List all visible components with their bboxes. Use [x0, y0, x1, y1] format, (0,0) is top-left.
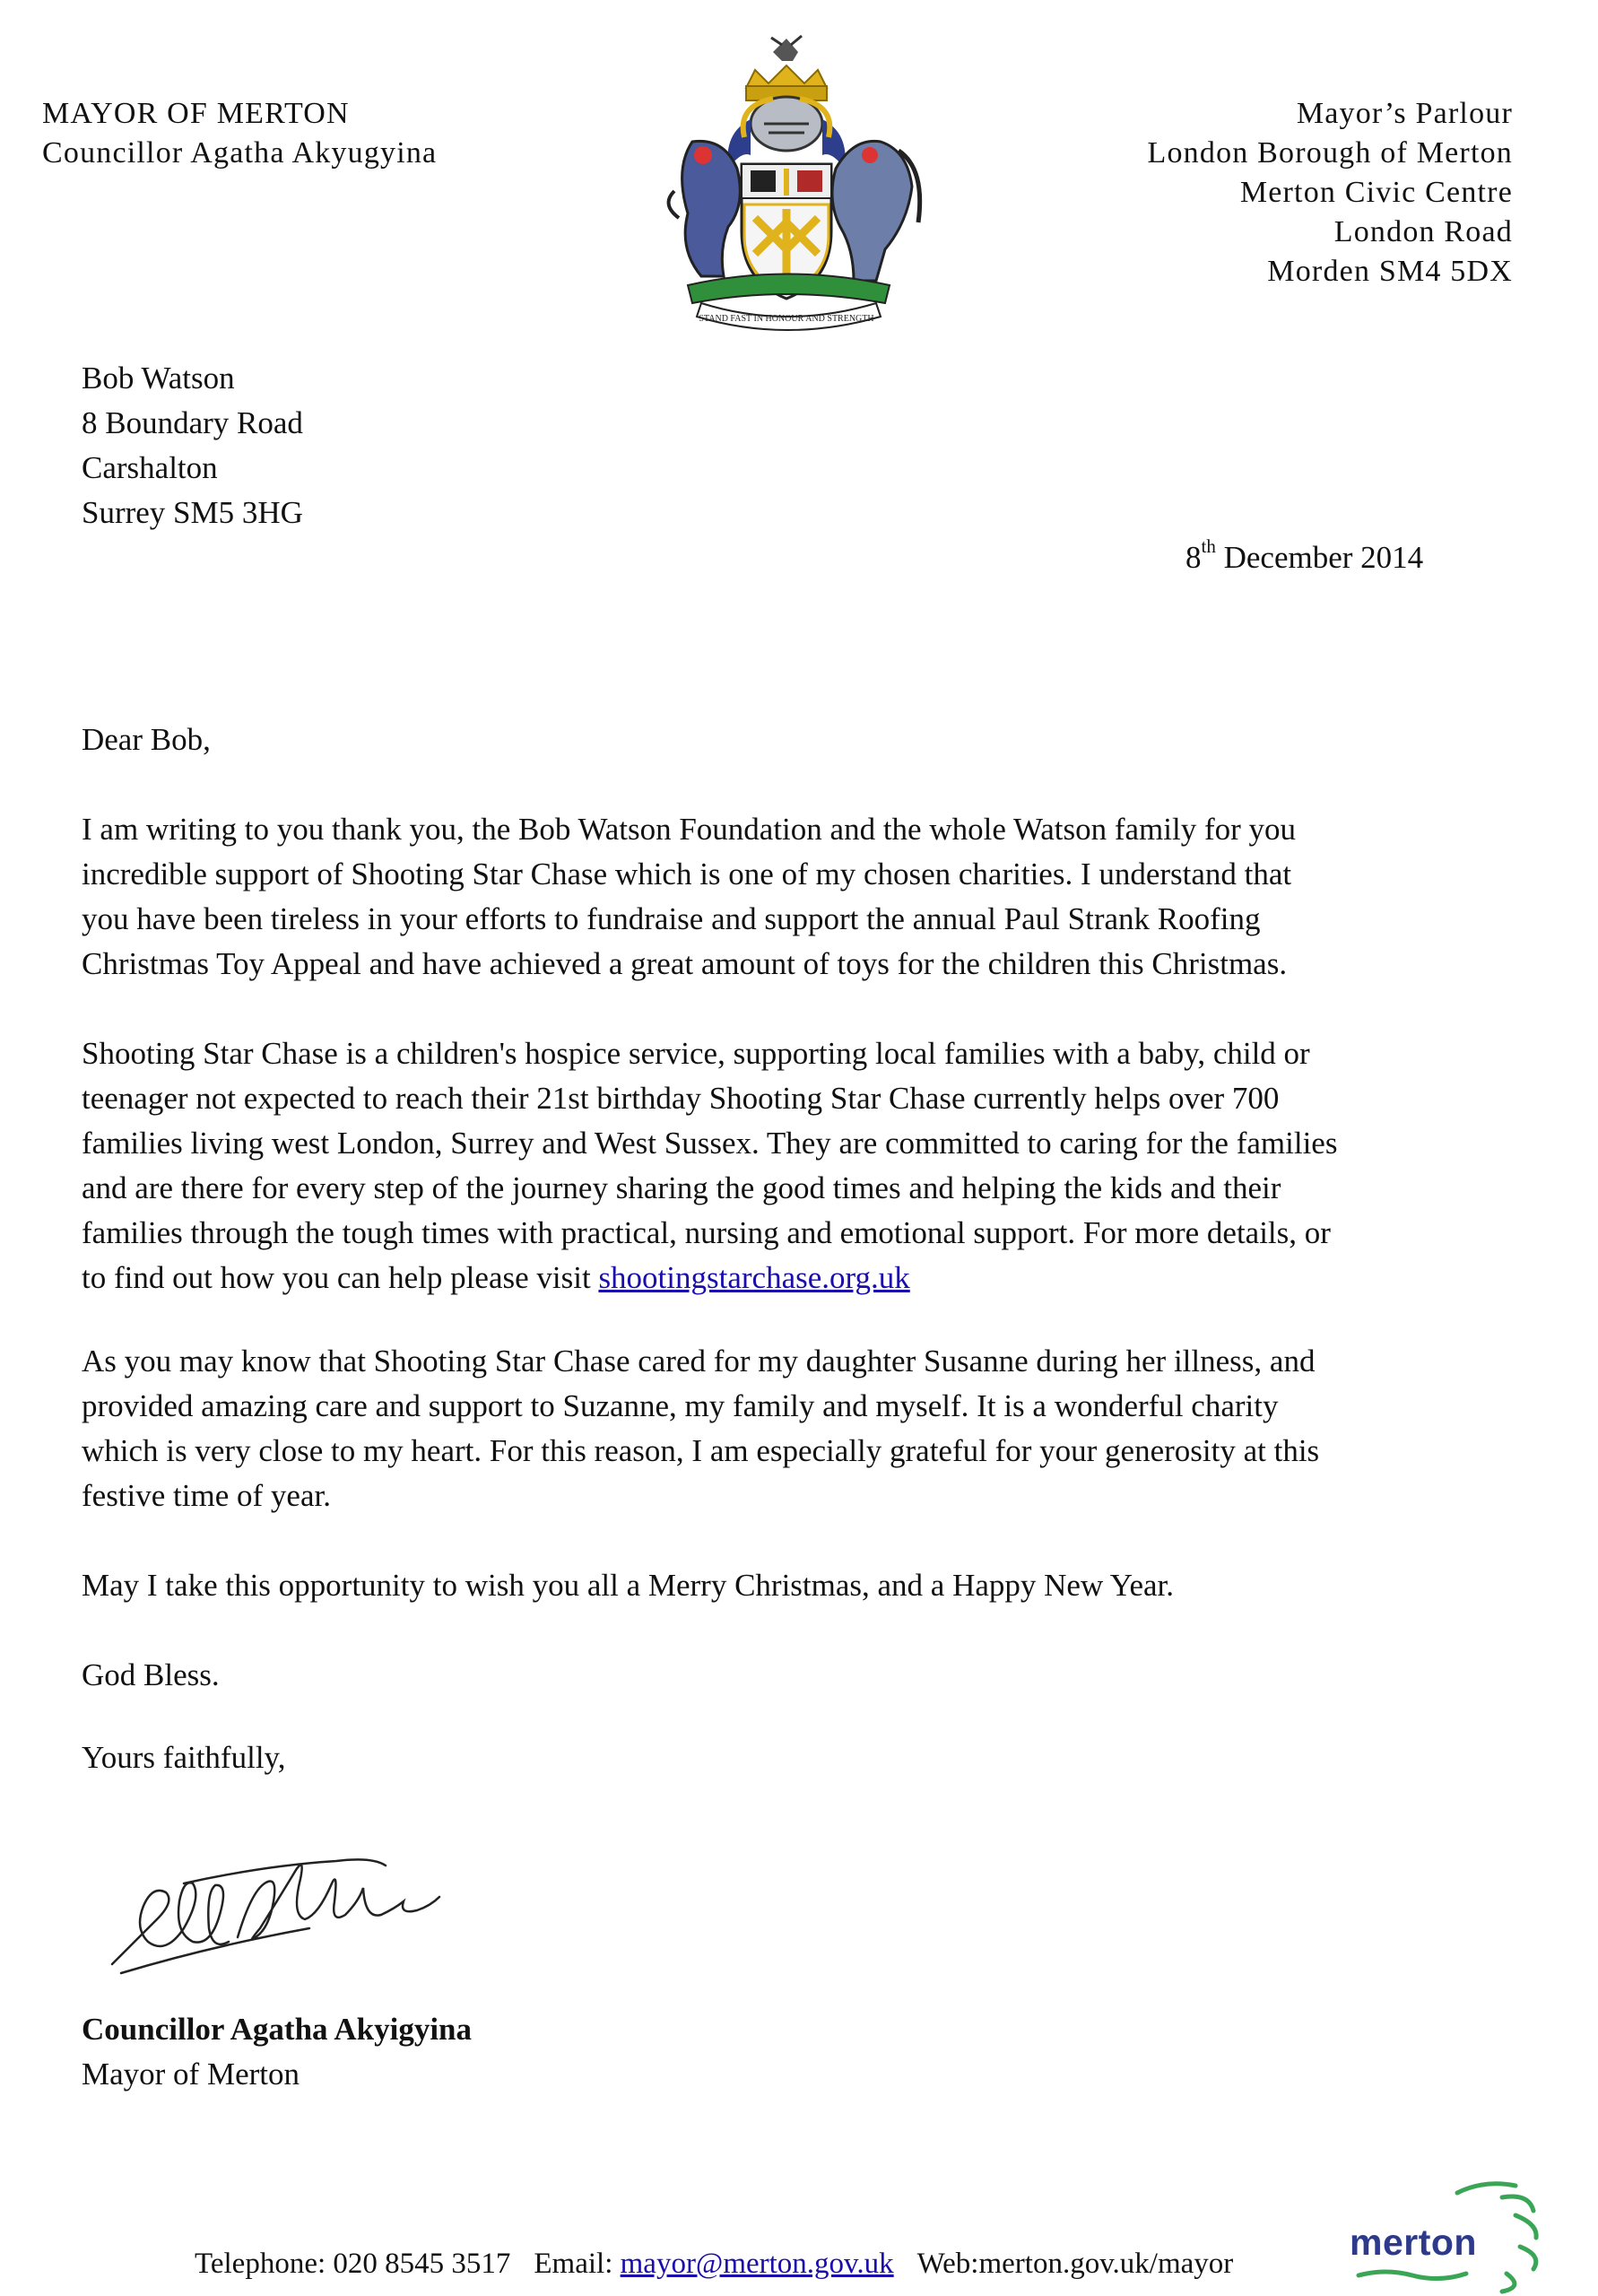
paragraph-line: provided amazing care and support to Suzanne, my family and myself. It is a wonderful charity	[82, 1388, 1279, 1423]
paragraph-line: Christmas Toy Appeal and have achieved a great amount of toys for the children this Christmas.	[82, 946, 1288, 981]
paragraph-line: festive time of year.	[82, 1478, 331, 1513]
merton-logo-text: merton	[1350, 2222, 1477, 2263]
paragraph-3	[82, 1339, 1481, 1518]
address-line: London Borough of Merton	[1147, 136, 1513, 170]
signer-block	[82, 2007, 472, 2097]
merton-logo	[1350, 2175, 1556, 2296]
charity-website-link[interactable]: shootingstarchase.org.uk	[598, 1260, 910, 1295]
signer-title: Mayor of Merton	[82, 2057, 300, 2092]
address-line: London Road	[1333, 215, 1513, 248]
recipient-line: Carshalton	[82, 450, 218, 485]
paragraph-line: families through the tough times with practical, nursing and emotional support. For more details, or	[82, 1215, 1331, 1250]
signer-name: Councillor Agatha Akyigyina	[82, 2012, 473, 2047]
paragraph-1	[82, 807, 1481, 987]
paragraph-line	[82, 1256, 1481, 1300]
paragraph-5	[82, 1653, 1481, 1698]
paragraph-line: and are there for every step of the journey sharing the good times and helping the kids and their	[82, 1170, 1281, 1205]
paragraph-line: which is very close to my heart. For this reason, I am especially grateful for your generosity at this	[82, 1433, 1320, 1468]
paragraph-line: May I take this opportunity to wish you all a Merry Christmas, and a Happy New Year.	[82, 1568, 1175, 1603]
paragraph-2	[82, 1031, 1481, 1300]
letterhead-left	[42, 94, 437, 173]
paragraph-line: I am writing to you thank you, the Bob Watson Foundation and the whole Watson family for you	[82, 812, 1297, 847]
address-line: Mayor’s Parlour	[1296, 97, 1513, 130]
paragraph-line: incredible support of Shooting Star Chase which is one of my chosen charities. I understand that	[82, 857, 1292, 891]
closing	[82, 1735, 1481, 1780]
letterhead-address	[1148, 94, 1513, 291]
footer-web: Web:merton.gov.uk/mayor	[916, 2248, 1234, 2280]
footer-telephone: Telephone: 020 8545 3517	[195, 2248, 511, 2280]
address-line: Morden SM4 5DX	[1267, 255, 1513, 288]
email-link[interactable]: mayor@merton.gov.uk	[620, 2248, 894, 2280]
recipient-line: Bob Watson	[82, 361, 235, 396]
paragraph-line: you have been tireless in your efforts to fundraise and support the annual Paul Strank Roofing	[82, 901, 1261, 936]
crest-motto: STAND FAST IN HONOUR AND STRENGTH	[699, 314, 874, 324]
salutation: Dear Bob,	[82, 722, 211, 757]
date-suffix: th	[1201, 535, 1216, 557]
paragraph-line: Yours faithfully,	[82, 1740, 286, 1775]
paragraph-line: teenager not expected to reach their 21st birthday Shooting Star Chase currently helps over 700	[82, 1081, 1280, 1116]
letter-date	[1185, 535, 1423, 580]
mayor-name: Councillor Agatha Akyugyina	[42, 136, 438, 170]
footer-email-label: Email:	[534, 2248, 621, 2280]
paragraph-line: families living west London, Surrey and West Sussex. They are committed to caring for the families	[82, 1126, 1338, 1161]
link-prefix: to find out how you can help please visit	[82, 1260, 599, 1295]
address-line: Merton Civic Centre	[1239, 176, 1513, 209]
recipient-line: 8 Boundary Road	[82, 405, 303, 440]
coat-of-arms-crest	[638, 34, 934, 339]
paragraph-line: Shooting Star Chase is a children's hospice service, supporting local families with a baby, child or	[82, 1036, 1310, 1071]
mayor-title: MAYOR OF MERTON	[42, 97, 350, 130]
paragraph-line: God Bless.	[82, 1657, 220, 1692]
footer-contact	[195, 2244, 1233, 2283]
date-day: 8	[1185, 540, 1202, 575]
handwritten-signature	[103, 1830, 462, 1991]
paragraph-4	[82, 1563, 1481, 1608]
paragraph-line: As you may know that Shooting Star Chase cared for my daughter Susanne during her illness, and	[82, 1344, 1316, 1378]
recipient-line: Surrey SM5 3HG	[82, 495, 303, 530]
date-rest: December 2014	[1215, 540, 1424, 575]
recipient-address	[82, 356, 303, 535]
